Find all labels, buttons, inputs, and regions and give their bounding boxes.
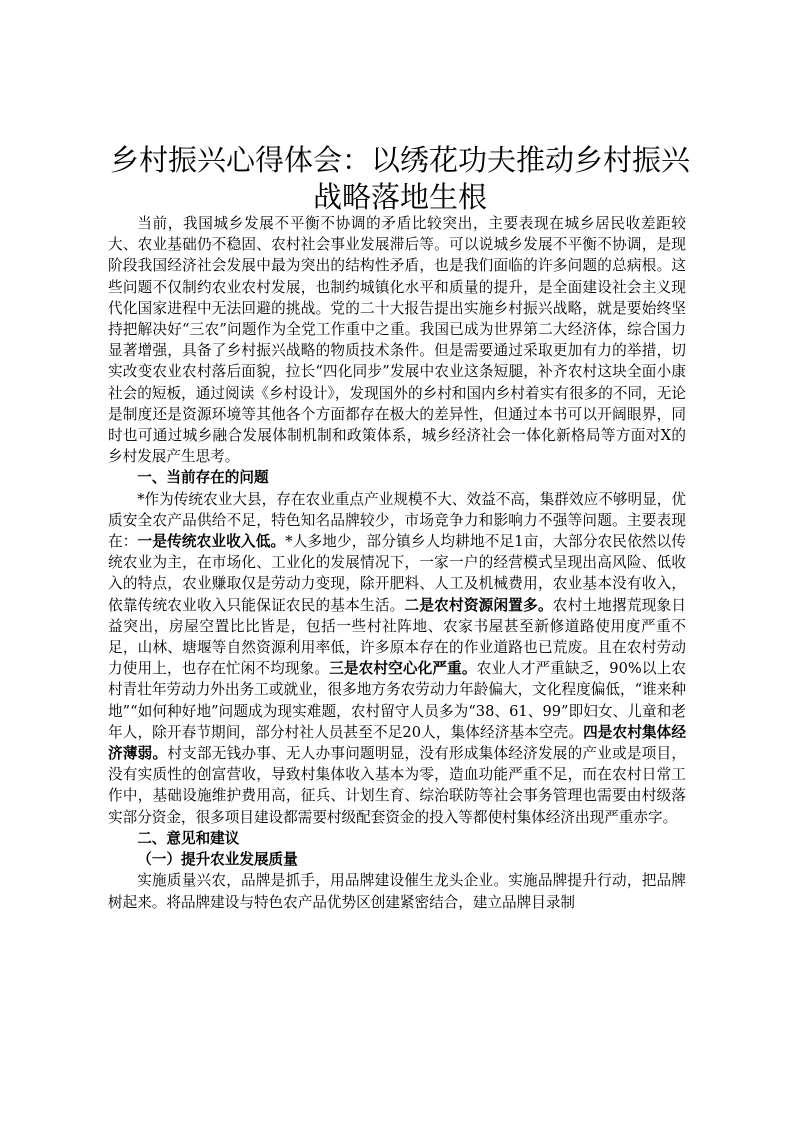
point1-bold: 一是传统农业收入低。: [137, 533, 286, 551]
point3-text: 农业人才严重缺乏，90%以上农村青壮年劳动力外出务工或就业，很多地方务农劳动力年龄偏大，文化程度偏低，“谁来种地”“如何种好地”问题成为现实难题，农村留守人员多为“38、61、99”即妇女、儿童和老年人，除开春节期间，部分村社人员甚至不足20人，集体经济基本空壳。: [108, 660, 686, 741]
point2-text: 农村土地撂荒现象日益突出，房屋空置比比皆是，包括一些村社阵地、农家书屋甚至新修道路使用度严重不足，山林、塘堰等自然资源利用率低，许多原本存在的作业道路也已荒废。且在农村劳动力使用上，也存在忙闲不均现象。: [108, 596, 686, 678]
section1-heading: 一、当前存在的问题: [137, 469, 269, 487]
intro-paragraph: 当前，我国城乡发展不平衡不协调的矛盾比较突出，主要表现在城乡居民收差距较大、农业基础仍不稳固、农村社会事业发展滞后等。可以说城乡发展不平衡不协调，是现阶段我国经济社会发展中最为突出的结构性矛盾，也是我们面临的许多问题的总病根。这些问题不仅制约农业农村发展，也制约城镇化水平和质量的提升，是全面建设社会主义现代化国家进程中无法回避的挑战。党的二十大报告提出实施乡村振兴战略，就是要始终坚持把解决好“三农”问题作为全党工作重中之重。我国已成为世界第二大经济体，综合国力显著增强，具备了乡村振兴战略的物质技术条件。但是需要通过采取更加有力的举措，切实改变农业农村落后面貌，拉长“四化同步”发展中农业这条短腿，补齐农村这块全面小康社会的短板，通过阅读《乡村设计》，发现国外的乡村和国内乡村着实有很多的不同，无论是制度还是资源环境等其他各个方面都存在极大的差异性，但通过本书可以开阔眼界，同时也可通过城乡融合发展体制机制和政策体系，城乡经济社会一体化新格局等方面对X的乡村发展产生思考。: [108, 215, 686, 466]
section1-paragraph: [108, 489, 686, 828]
section2-heading: 二、意见和建议: [137, 829, 240, 847]
section2-paragraph: 实施质量兴农，品牌是抓手，用品牌建设催生龙头企业。实施品牌提升行动，把品牌树起来。将品牌建设与特色农产品优势区创建紧密结合，建立品牌目录制: [108, 872, 686, 911]
document-title: 乡村振兴心得体会：以绣花功夫推动乡村振兴战略落地生根: [109, 143, 690, 214]
point3-bold: 三是农村空心化严重。: [329, 660, 477, 678]
point4-text: 村支部无钱办事、无人办事问题明显，没有形成集体经济发展的产业或是项目，没有实质性的创富营收，导致村集体收入基本为零，造血功能严重不足，而在农村日常工作中，基础设施维护费用高，征兵、计划生育、综治联防等社会事务管理也需要由村级落实部分资金，很多项目建设都需要村级配套资金的投入等都使村集体经济出现严重赤字。: [108, 745, 686, 826]
p1-lead: *作为传统农业大县，存在农业重点产业规模不大、效益不高，集群效应不够明显，优质安全农产品供给不足，特色知名品牌较少，市场竞争力和影响力不强等问题。主要表现在：: [108, 490, 686, 551]
point4-bold: 四是农村集体经济薄弱。: [108, 723, 686, 763]
point2-bold: 二是农村资源闲置多。: [404, 596, 553, 614]
section2-subheading: （一）提升农业发展质量: [137, 851, 298, 869]
point1-text: *人多地少，部分镇乡人均耕地不足1亩，大部分农民依然以传统农业为主，在市场化、工业化的发展情况下，一家一户的经营模式呈现出高风险、低收入的特点，农业赚取仅是劳动力变现，除开肥料、人工及机械费用，农业基本没有收入，依靠传统农业收入只能保证农民的基本生活。: [108, 533, 686, 614]
document-body: [108, 213, 686, 913]
